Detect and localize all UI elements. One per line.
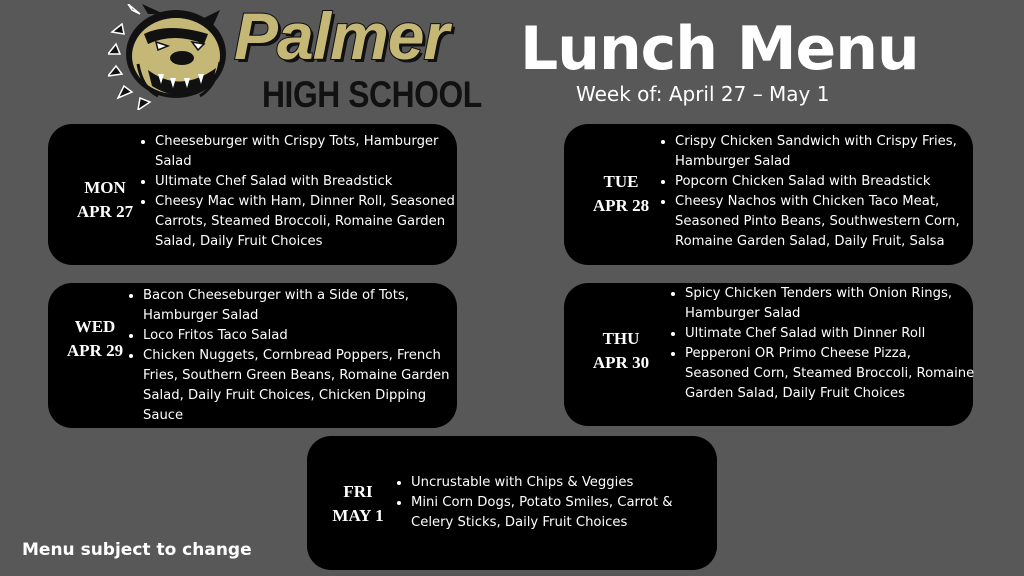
menu-item: • Ultimate Chef Salad with Dinner Roll xyxy=(685,324,977,344)
day-name: TUE xyxy=(603,172,639,191)
menu-items-friday xyxy=(393,473,711,533)
school-name-logo: Palmer xyxy=(234,0,449,73)
menu-item: • Cheeseburger with Crispy Tots, Hamburger Salad xyxy=(155,132,465,172)
day-date: APR 30 xyxy=(592,353,650,372)
day-label-friday xyxy=(321,480,395,528)
menu-item: • Chicken Nuggets, Cornbread Poppers, French Fries, Southern Green Beans, Romaine Garden Salad, Daily Fruit Choices, Chicken Dipping Sauce xyxy=(143,346,465,426)
bulldog-mascot-icon xyxy=(108,4,234,110)
menu-item: • Crispy Chicken Sandwich with Crispy Fries, Hamburger Salad xyxy=(675,132,975,172)
menu-items-monday xyxy=(137,132,465,252)
day-name: WED xyxy=(74,317,116,336)
menu-card-tuesday xyxy=(564,124,973,265)
menu-items-wednesday xyxy=(125,286,465,426)
menu-card-wednesday xyxy=(48,283,457,428)
day-name: THU xyxy=(602,329,640,348)
day-label-tuesday xyxy=(584,170,658,218)
menu-card-friday xyxy=(307,436,717,570)
day-name: FRI xyxy=(343,482,373,501)
day-name: MON xyxy=(84,178,126,197)
day-date: APR 29 xyxy=(66,341,124,360)
day-label-monday xyxy=(68,176,142,224)
menu-items-thursday xyxy=(667,284,977,404)
page-title: Lunch Menu xyxy=(520,14,919,84)
menu-item: • Spicy Chicken Tenders with Onion Rings, Hamburger Salad xyxy=(685,284,977,324)
day-label-wednesday xyxy=(58,315,132,363)
day-date: MAY 1 xyxy=(332,506,384,525)
menu-item: • Uncrustable with Chips & Veggies xyxy=(411,473,711,493)
day-date: APR 27 xyxy=(76,202,134,221)
menu-item: • Cheesy Nachos with Chicken Taco Meat, Seasoned Pinto Beans, Southwestern Corn, Romaine Garden Salad, Daily Fruit, Salsa xyxy=(675,192,975,252)
day-date: APR 28 xyxy=(592,196,650,215)
school-type-logo: HIGH SCHOOL xyxy=(262,74,482,115)
week-range: Week of: April 27 – May 1 xyxy=(576,82,830,106)
menu-item: • Mini Corn Dogs, Potato Smiles, Carrot & Celery Sticks, Daily Fruit Choices xyxy=(411,493,711,533)
menu-item: • Ultimate Chef Salad with Breadstick xyxy=(155,172,465,192)
menu-card-monday xyxy=(48,124,457,265)
menu-item: • Cheesy Mac with Ham, Dinner Roll, Seasoned Carrots, Steamed Broccoli, Romaine Garden Salad, Daily Fruit Choices xyxy=(155,192,465,252)
menu-item: • Pepperoni OR Primo Cheese Pizza, Seasoned Corn, Steamed Broccoli, Romaine Garden Salad, Daily Fruit Choices xyxy=(685,344,977,404)
menu-items-tuesday xyxy=(657,132,975,252)
menu-item: • Bacon Cheeseburger with a Side of Tots, Hamburger Salad xyxy=(143,286,465,326)
menu-card-thursday xyxy=(564,283,973,426)
menu-item: • Popcorn Chicken Salad with Breadstick xyxy=(675,172,975,192)
day-label-thursday xyxy=(584,327,658,375)
menu-item: • Loco Fritos Taco Salad xyxy=(143,326,465,346)
disclaimer-note: Menu subject to change xyxy=(22,540,252,560)
